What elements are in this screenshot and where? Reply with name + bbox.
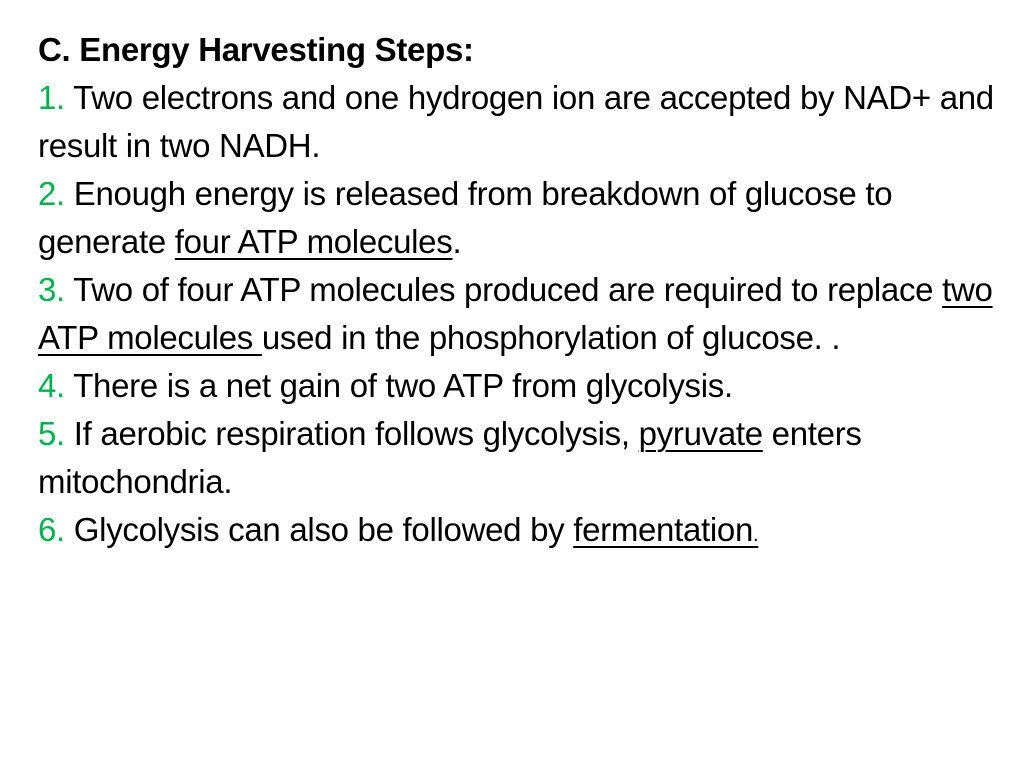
step-6-text-after: . xyxy=(753,524,759,546)
step-4 xyxy=(38,362,998,410)
step-3-text-before: Two of four ATP molecules produced are required to replace xyxy=(73,271,943,308)
step-5-underlined-term: pyruvate xyxy=(638,415,763,452)
step-1-text: Two electrons and one hydrogen ion are accepted by NAD+ and result in two NADH. xyxy=(38,79,994,164)
step-4-number: 4. xyxy=(38,367,65,404)
step-3-underlined-term: two ATP molecules xyxy=(38,271,993,356)
step-5-text-before: If aerobic respiration follows glycolysis, xyxy=(73,415,639,452)
step-2-text-after: . xyxy=(452,223,462,260)
step-3-number: 3. xyxy=(38,271,65,308)
slide-content xyxy=(38,26,998,559)
step-6-underlined-term: fermentation xyxy=(573,511,754,548)
step-1-number: 1. xyxy=(38,79,65,116)
step-3-text-after: used in the phosphorylation of glucose. . xyxy=(261,319,841,356)
step-6 xyxy=(38,506,998,559)
step-2 xyxy=(38,170,998,266)
step-6-text-before: Glycolysis can also be followed by xyxy=(73,511,574,548)
slide-heading: C. Energy Harvesting Steps: xyxy=(38,31,474,68)
step-1 xyxy=(38,74,998,170)
step-2-underlined-term: four ATP molecules xyxy=(174,223,453,260)
step-2-number: 2. xyxy=(38,175,65,212)
step-5-number: 5. xyxy=(38,415,65,452)
step-5 xyxy=(38,410,998,506)
step-6-number: 6. xyxy=(38,511,65,548)
step-2-text-before: Enough energy is released from breakdown of glucose to generate xyxy=(38,175,893,260)
step-5-text-after: enters mitochondria. xyxy=(38,415,862,500)
step-4-text: There is a net gain of two ATP from glycolysis. xyxy=(73,367,733,404)
step-3 xyxy=(38,266,998,362)
